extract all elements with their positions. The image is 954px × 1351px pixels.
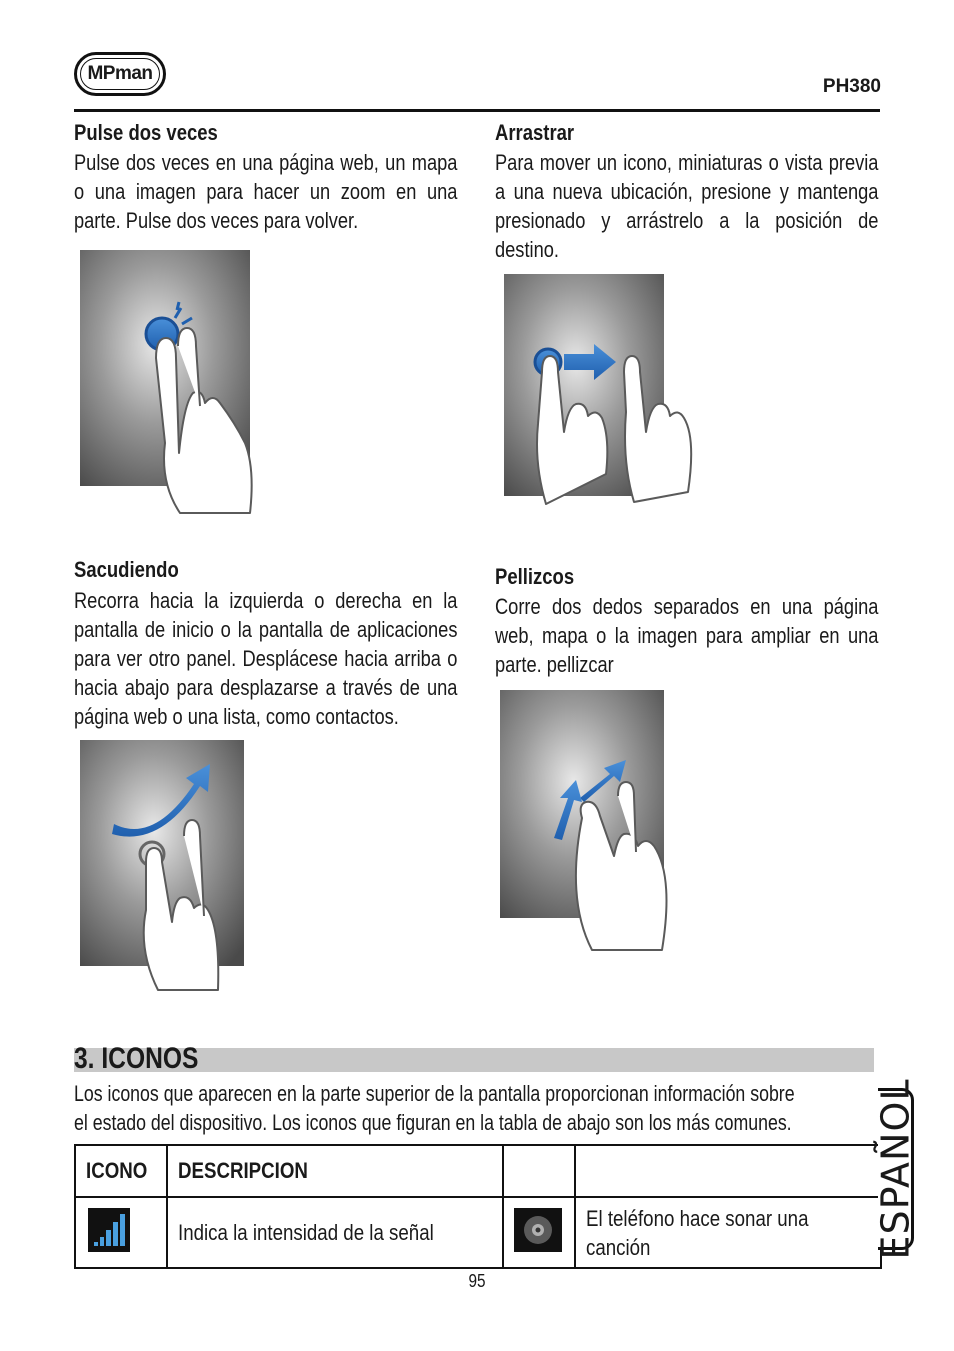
signal-description: Indica la intensidad de la señal xyxy=(167,1197,503,1268)
section-title: 3. ICONOS xyxy=(74,1042,199,1075)
flick-text: Recorra hacia la izquierda o derecha en la pantalla de inicio o la pantalla de aplicaciones para ver otro panel. Desplácese hacia arriba o hacia abajo para desplazarse a través de una página web o una lista, como contactos. xyxy=(74,588,458,729)
brand-logo: MPman xyxy=(74,52,166,96)
header-empty-cell xyxy=(503,1145,575,1197)
drag-illustration xyxy=(502,272,727,524)
page-number: 95 xyxy=(468,1271,486,1291)
double-tap-text: Pulse dos veces en una página web, un mapa o una imagen para hacer un zoom en una parte. Pulse dos veces para volver. xyxy=(74,150,458,233)
music-description: El teléfono hace sonar una canción xyxy=(575,1197,881,1268)
header-empty-cell-2 xyxy=(575,1145,881,1197)
double-tap-title: Pulse dos veces xyxy=(74,120,218,145)
flick-illustration xyxy=(78,738,283,998)
drag-text: Para mover un icono, miniaturas o vista previa a una nueva ubicación, presione y mantenga presionado y arrástrelo a la posición de destino. xyxy=(495,150,879,262)
pinch-text: Corre dos dedos separados en una página web, mapa o la imagen para ampliar en una parte. pellizcar xyxy=(495,594,879,677)
icons-table xyxy=(74,1144,882,1269)
signal-icon-cell xyxy=(75,1197,167,1268)
signal-strength-icon xyxy=(88,1208,130,1252)
table-header-row xyxy=(75,1145,881,1197)
header-icon-column: ICONO xyxy=(75,1145,167,1197)
music-disc-icon xyxy=(514,1208,562,1252)
music-icon-cell xyxy=(503,1197,575,1268)
table-row xyxy=(75,1197,881,1268)
pinch-illustration xyxy=(498,688,698,950)
section-intro: Los iconos que aparecen en la parte superior de la pantalla proporcionan información sobre el estado del dispositivo. Los iconos que figuran en la tabla de abajo son los más comunes. xyxy=(74,1081,795,1135)
model-number: PH380 xyxy=(822,76,881,97)
flick-title: Sacudiendo xyxy=(74,557,179,582)
drag-title: Arrastrar xyxy=(495,120,575,145)
language-label: ESPAÑOL xyxy=(874,1078,918,1260)
pinch-title: Pellizcos xyxy=(495,564,575,589)
double-tap-illustration xyxy=(78,248,278,523)
header-description-column: DESCRIPCION xyxy=(167,1145,503,1197)
header-rule xyxy=(74,109,880,112)
